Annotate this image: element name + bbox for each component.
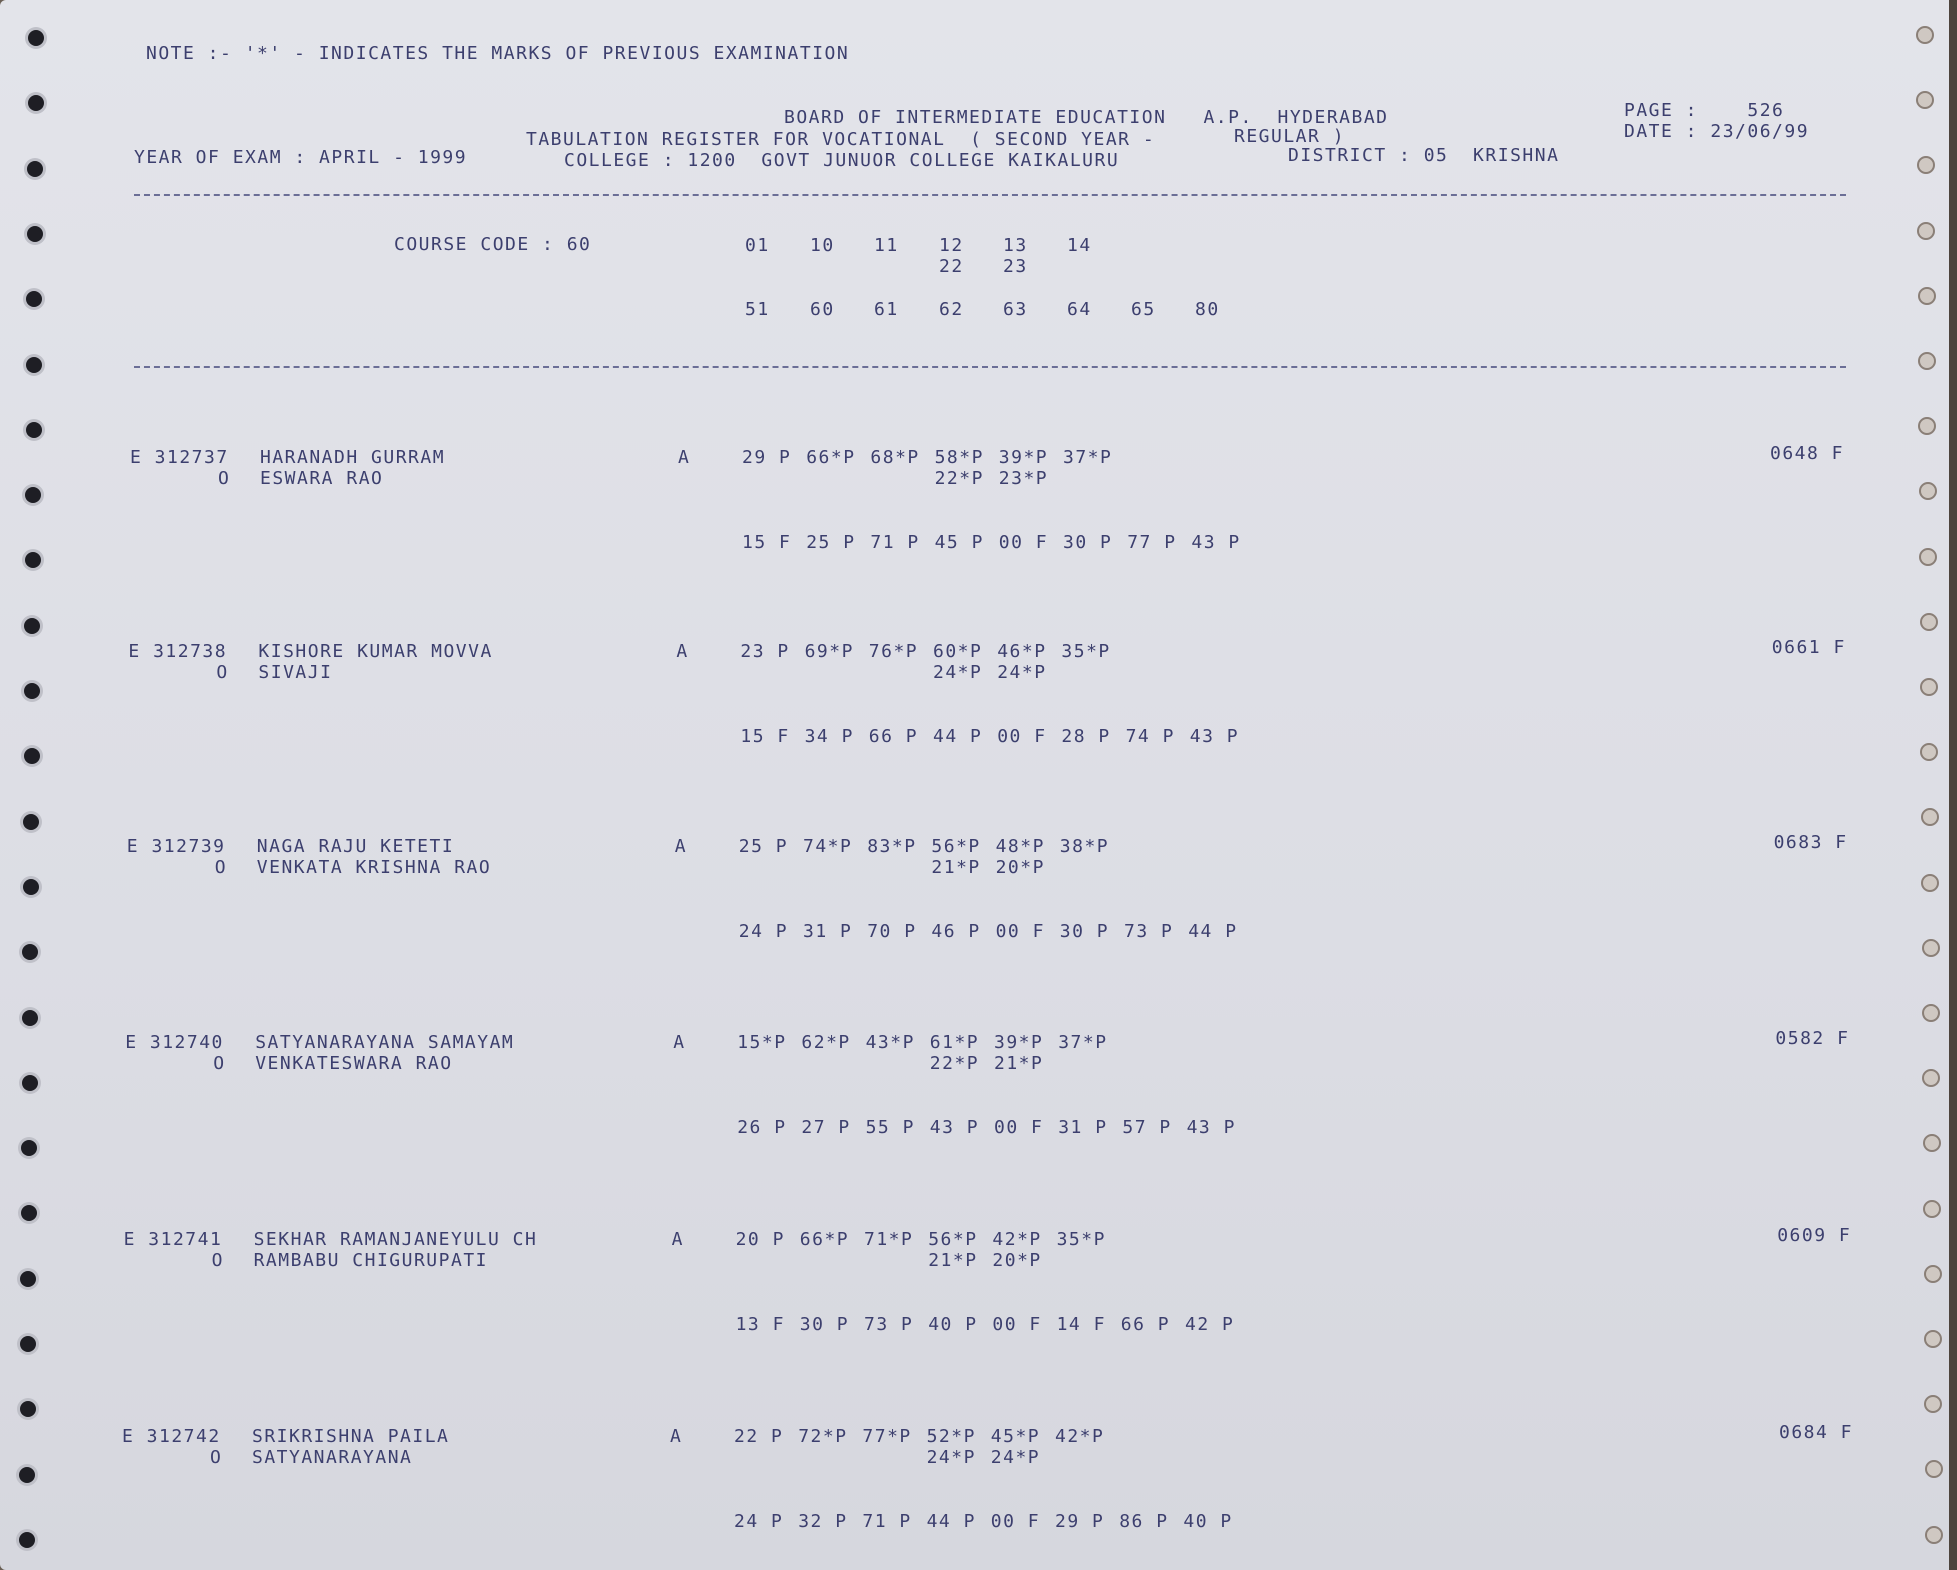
feed-hole [1921, 874, 1939, 892]
mark-cell: 83*P [867, 836, 917, 857]
student-name: SATYANARAYANA SAMAYAM [255, 1032, 515, 1053]
mark-cell: 58*P [934, 447, 984, 468]
feed-hole [1920, 743, 1938, 761]
mark-cell: 31 P [803, 921, 853, 942]
mark-cell: 43 P [1191, 532, 1241, 553]
grade: A [676, 641, 689, 662]
feed-hole [1924, 1265, 1942, 1283]
mark-cell: 20*P [992, 1250, 1042, 1271]
mark-cell: 20*P [995, 857, 1045, 878]
mark-cell: 00 F [990, 1511, 1041, 1532]
total-result: 0683 F [1773, 832, 1848, 853]
course-divider [134, 366, 1846, 368]
feed-hole [20, 1401, 36, 1417]
feed-hole [20, 1271, 36, 1287]
mark-cell: 77 P [1127, 532, 1177, 553]
feed-hole [24, 748, 40, 764]
mark-cell: 56*P [931, 836, 981, 857]
mark-cell: 74 P [1125, 726, 1175, 747]
mark-cell: 66 P [1120, 1314, 1171, 1335]
mark-cell: 14 F [1056, 1314, 1106, 1335]
mark-cell: 55 P [865, 1117, 915, 1138]
feed-hole [22, 1010, 38, 1026]
mark-cell: 43*P [865, 1032, 915, 1053]
mark-cell: 24 P [738, 921, 789, 942]
mark-cell: 21*P [928, 1250, 978, 1271]
note-line: NOTE :- '*' - INDICATES THE MARKS OF PREVIOUS EXAMINATION [146, 43, 850, 64]
district-line: DISTRICT : 05 KRISHNA [1288, 145, 1560, 166]
mark-cell: 37*P [1058, 1032, 1108, 1053]
feed-hole [1918, 352, 1936, 370]
roll-number: E 312737 [130, 447, 229, 468]
mark-cell: 00 F [997, 726, 1047, 747]
feed-hole [1919, 548, 1937, 566]
feed-hole [23, 879, 39, 895]
feed-hole [1919, 482, 1937, 500]
mark-cell: 37*P [1063, 447, 1113, 468]
feed-hole [24, 618, 40, 634]
mark-cell: 25 P [806, 532, 856, 553]
mark-cell: 44 P [933, 726, 983, 747]
mark-cell: 43 P [929, 1117, 980, 1138]
feed-hole [1923, 1200, 1941, 1218]
mark-cell: 21*P [994, 1053, 1044, 1074]
mark-cell: 39*P [994, 1032, 1044, 1053]
father-name: SIVAJI [258, 662, 333, 683]
mark-cell: 25 P [738, 836, 789, 857]
record-code: O [216, 662, 229, 683]
mark-cell: 38*P [1059, 836, 1110, 857]
student-name: KISHORE KUMAR MOVVA [258, 641, 493, 662]
mark-cell: 70 P [867, 921, 917, 942]
student-name: NAGA RAJU KETETI [256, 836, 455, 857]
feed-hole [27, 226, 43, 242]
mark-cell: 43 P [1186, 1117, 1236, 1138]
paper-edge [1949, 0, 1957, 1570]
print-date: DATE : 23/06/99 [1624, 121, 1810, 142]
feed-hole [25, 487, 41, 503]
mark-cell: 00 F [995, 921, 1045, 942]
feed-hole [1925, 1526, 1943, 1544]
mark-cell: 34 P [804, 726, 854, 747]
student-name: SEKHAR RAMANJANEYULU CH [253, 1229, 538, 1250]
feed-hole [1922, 1069, 1940, 1087]
mark-cell: 40 P [928, 1314, 978, 1335]
register-title: TABULATION REGISTER FOR VOCATIONAL ( SECOND YEAR - [526, 129, 1156, 150]
record-code: O [213, 1053, 226, 1074]
feed-hole [25, 552, 41, 568]
mark-cell: 30 P [799, 1314, 850, 1335]
feed-hole [1918, 287, 1936, 305]
feed-hole [1924, 1395, 1942, 1413]
father-name: VENKATESWARA RAO [255, 1053, 453, 1074]
record-code: O [214, 857, 228, 878]
mark-cell: 69*P [804, 641, 854, 662]
subject-code: 11 [874, 235, 899, 256]
mark-cell: 35*P [1056, 1229, 1106, 1250]
course-code: COURSE CODE : 60 [394, 234, 592, 255]
roll-number: E 312742 [122, 1426, 221, 1447]
mark-cell: 74*P [803, 836, 853, 857]
subject-code: 51 [745, 299, 770, 320]
mark-cell: 66*P [806, 447, 856, 468]
mark-cell: 27 P [801, 1117, 851, 1138]
subject-code: 61 [874, 299, 899, 320]
mark-cell: 30 P [1063, 532, 1113, 553]
mark-cell: 86 P [1119, 1511, 1169, 1532]
regular-label: REGULAR ) [1234, 126, 1346, 147]
mark-cell: 15*P [737, 1032, 787, 1053]
feed-hole [1916, 91, 1934, 109]
mark-cell: 22 P [734, 1426, 784, 1447]
mark-cell: 73 P [1124, 921, 1174, 942]
board-title: BOARD OF INTERMEDIATE EDUCATION A.P. HYDERABAD [784, 107, 1389, 128]
mark-cell: 46 P [931, 921, 981, 942]
mark-cell: 61*P [929, 1032, 980, 1053]
mark-cell: 73 P [864, 1314, 914, 1335]
feed-hole [1922, 1004, 1940, 1022]
mark-cell: 00 F [992, 1314, 1042, 1335]
feed-hole [1916, 26, 1934, 44]
mark-cell: 45*P [990, 1426, 1041, 1447]
feed-hole [21, 1140, 37, 1156]
subject-code: 01 [745, 235, 770, 256]
subject-code: 22 [939, 256, 964, 277]
feed-hole [22, 1075, 38, 1091]
grade: A [678, 447, 691, 468]
father-name: ESWARA RAO [260, 468, 384, 489]
mark-cell: 44 P [1188, 921, 1238, 942]
feed-hole [1917, 222, 1935, 240]
father-name: SATYANARAYANA [252, 1447, 413, 1468]
mark-cell: 20 P [735, 1229, 785, 1250]
mark-cell: 15 F [740, 726, 790, 747]
subject-code: 60 [810, 299, 835, 320]
subject-code: 64 [1067, 299, 1092, 320]
mark-cell: 30 P [1059, 921, 1110, 942]
mark-cell: 66*P [799, 1229, 850, 1250]
mark-cell: 26 P [737, 1117, 787, 1138]
page-number: PAGE : 526 [1624, 100, 1785, 121]
mark-cell: 24*P [926, 1447, 976, 1468]
mark-cell: 66 P [868, 726, 919, 747]
mark-cell: 29 P [742, 447, 792, 468]
feed-hole [26, 357, 42, 373]
feed-hole [22, 944, 38, 960]
feed-hole [26, 291, 42, 307]
mark-cell: 72*P [798, 1426, 848, 1447]
feed-hole [1925, 1460, 1943, 1478]
grade: A [674, 836, 688, 857]
mark-cell: 42*P [1055, 1426, 1105, 1447]
mark-cell: 32 P [798, 1511, 848, 1532]
record-code: O [210, 1447, 223, 1468]
subject-code: 14 [1067, 235, 1092, 256]
mark-cell: 44 P [926, 1511, 976, 1532]
student-name: SRIKRISHNA PAILA [252, 1426, 450, 1447]
feed-hole [27, 161, 43, 177]
subject-code: 10 [810, 235, 835, 256]
mark-cell: 77*P [862, 1426, 912, 1447]
feed-hole [1920, 613, 1938, 631]
mark-cell: 24 P [734, 1511, 784, 1532]
mark-cell: 60*P [933, 641, 983, 662]
grade: A [671, 1229, 684, 1250]
feed-hole [1923, 1134, 1941, 1152]
mark-cell: 42 P [1185, 1314, 1235, 1335]
mark-cell: 71 P [870, 532, 920, 553]
total-result: 0648 F [1770, 443, 1845, 464]
subject-code: 12 [939, 235, 964, 256]
feed-hole [26, 422, 42, 438]
feed-hole [28, 95, 44, 111]
total-result: 0684 F [1779, 1422, 1854, 1443]
roll-number: E 312740 [125, 1032, 224, 1053]
mark-cell: 22*P [929, 1053, 980, 1074]
mark-cell: 24*P [997, 662, 1047, 683]
mark-cell: 24*P [933, 662, 983, 683]
father-name: VENKATA KRISHNA RAO [256, 857, 492, 878]
mark-cell: 15 F [742, 532, 792, 553]
grade: A [670, 1426, 683, 1447]
feed-hole [1922, 939, 1940, 957]
mark-cell: 71 P [862, 1511, 912, 1532]
mark-cell: 35*P [1061, 641, 1111, 662]
mark-cell: 71*P [864, 1229, 914, 1250]
year-of-exam: YEAR OF EXAM : APRIL - 1999 [134, 147, 468, 168]
subject-code: 65 [1131, 299, 1156, 320]
mark-cell: 23 P [740, 641, 790, 662]
roll-number: E 312741 [123, 1229, 223, 1250]
record-code: O [211, 1250, 224, 1271]
subject-code: 63 [1003, 299, 1028, 320]
mark-cell: 76*P [868, 641, 919, 662]
mark-cell: 56*P [928, 1229, 978, 1250]
mark-cell: 40 P [1183, 1511, 1233, 1532]
record-code: O [218, 468, 231, 489]
total-result: 0661 F [1771, 637, 1846, 658]
feed-hole [1920, 678, 1938, 696]
header-divider [134, 194, 1846, 196]
mark-cell: 23*P [998, 468, 1049, 489]
mark-cell: 39*P [998, 447, 1049, 468]
feed-hole [19, 1532, 35, 1548]
total-result: 0582 F [1775, 1028, 1850, 1049]
father-name: RAMBABU CHIGURUPATI [253, 1250, 488, 1271]
feed-hole [24, 683, 40, 699]
mark-cell: 68*P [870, 447, 920, 468]
subject-code: 23 [1003, 256, 1028, 277]
mark-cell: 62*P [801, 1032, 851, 1053]
mark-cell: 57 P [1122, 1117, 1172, 1138]
mark-cell: 42*P [992, 1229, 1042, 1250]
subject-code: 62 [939, 299, 964, 320]
mark-cell: 45 P [934, 532, 984, 553]
feed-hole [19, 1467, 35, 1483]
grade: A [673, 1032, 686, 1053]
college-line: COLLEGE : 1200 GOVT JUNUOR COLLEGE KAIKALURU [564, 150, 1120, 171]
feed-hole [21, 1205, 37, 1221]
student-name: HARANADH GURRAM [260, 447, 446, 468]
mark-cell: 31 P [1058, 1117, 1108, 1138]
mark-cell: 00 F [998, 532, 1049, 553]
mark-cell: 46*P [997, 641, 1047, 662]
feed-hole [1917, 156, 1935, 174]
total-result: 0609 F [1777, 1225, 1852, 1246]
subject-code: 13 [1003, 235, 1028, 256]
feed-hole [1921, 808, 1939, 826]
mark-cell: 00 F [994, 1117, 1044, 1138]
roll-number: E 312739 [126, 836, 226, 857]
mark-cell: 48*P [995, 836, 1045, 857]
mark-cell: 22*P [934, 468, 984, 489]
subject-code: 80 [1195, 299, 1220, 320]
mark-cell: 21*P [931, 857, 981, 878]
mark-cell: 28 P [1061, 726, 1111, 747]
feed-hole [1924, 1330, 1942, 1348]
feed-hole [20, 1336, 36, 1352]
mark-cell: 43 P [1189, 726, 1240, 747]
mark-cell: 29 P [1055, 1511, 1105, 1532]
mark-cell: 13 F [735, 1314, 785, 1335]
mark-cell: 52*P [926, 1426, 976, 1447]
feed-hole [28, 30, 44, 46]
feed-hole [23, 814, 39, 830]
feed-hole [1918, 417, 1936, 435]
mark-cell: 24*P [990, 1447, 1041, 1468]
roll-number: E 312738 [128, 641, 228, 662]
